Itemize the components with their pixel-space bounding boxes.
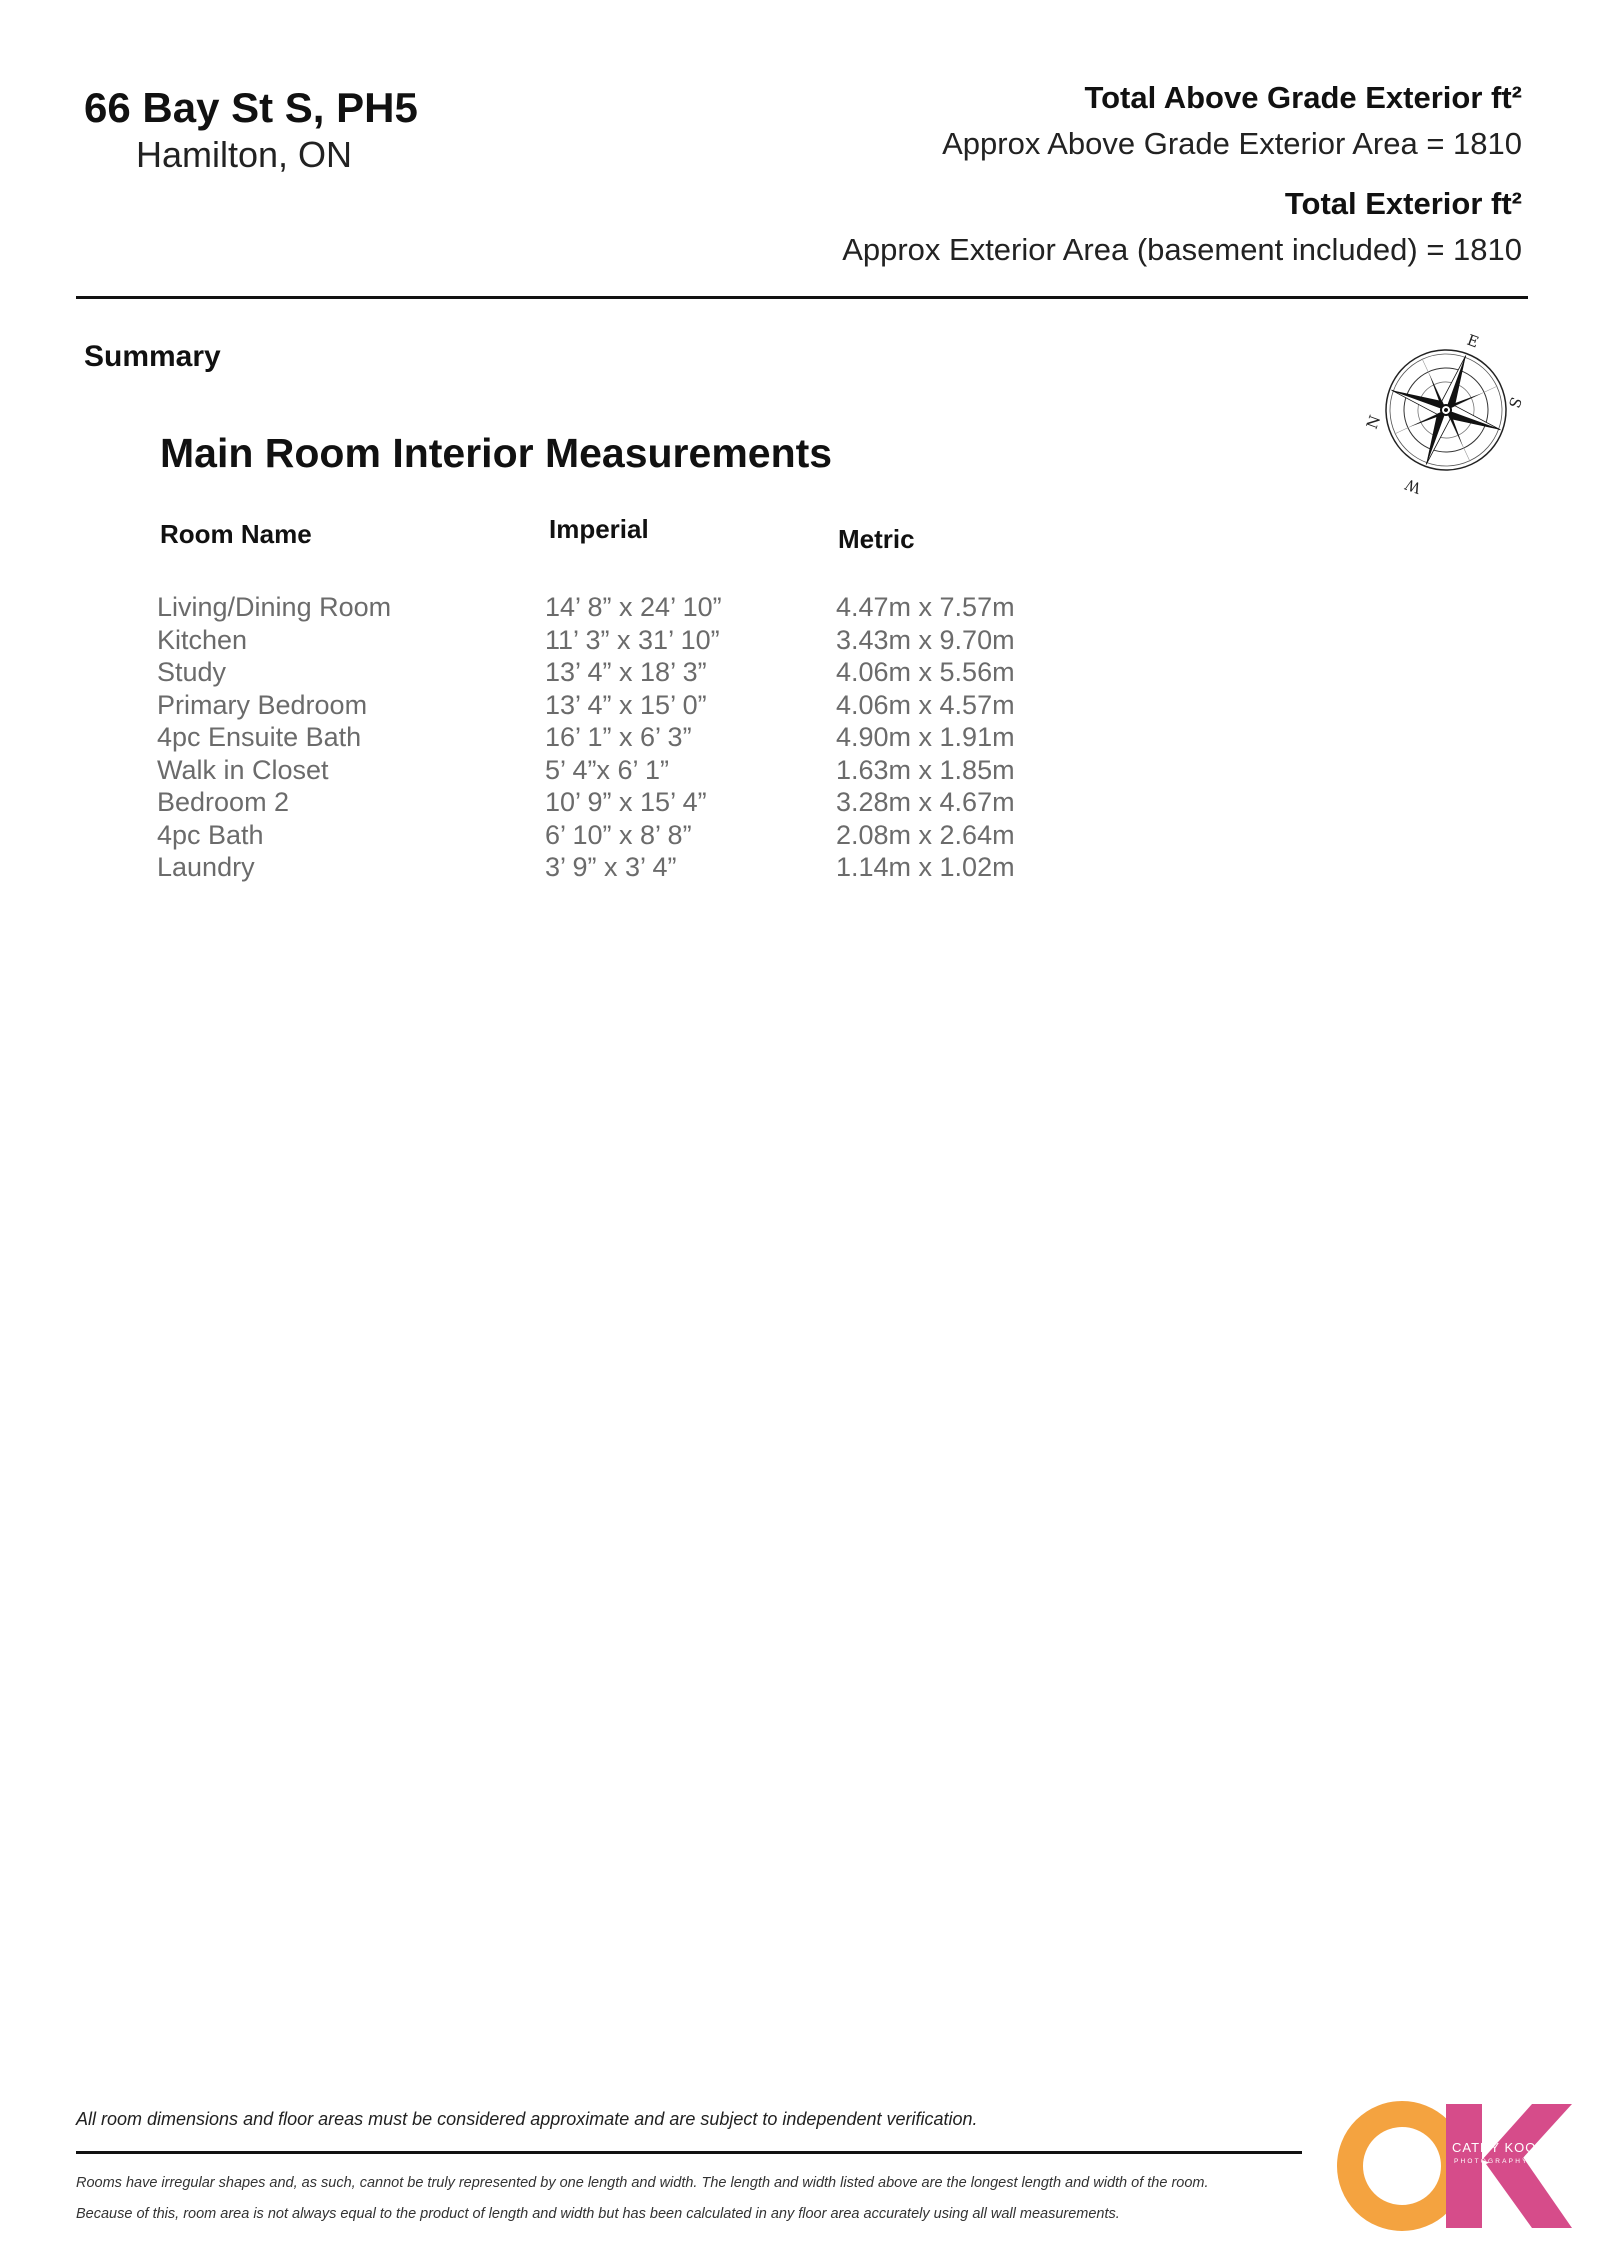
room-imperial: 14’ 8” x 24’ 10” bbox=[545, 592, 722, 622]
approximation-disclaimer: All room dimensions and floor areas must be considered approximate and are subject to independent verification. bbox=[76, 2109, 978, 2129]
room-imperial: 11’ 3” x 31’ 10” bbox=[545, 624, 720, 655]
room-metric: 4.06m x 4.57m bbox=[836, 689, 1015, 720]
room-name: Primary Bedroom bbox=[157, 689, 368, 720]
room-metric: 1.14m x 1.02m bbox=[836, 852, 1015, 882]
compass-n-label: N bbox=[1362, 412, 1385, 432]
measurements-table bbox=[0, 592, 1100, 885]
measurement-note-line2: Because of this, room area is not always equal to the product of length and width but has been calculated in any floor area accurately using all wall measurements. bbox=[76, 2206, 1120, 2222]
property-address: 66 Bay St S, PH5 bbox=[84, 84, 418, 131]
logo-line2: PHOTOGRAPHY bbox=[1454, 2158, 1529, 2165]
table-row bbox=[0, 722, 1100, 755]
table-row bbox=[0, 657, 1100, 690]
room-imperial: 16’ 1” x 6’ 3” bbox=[545, 722, 692, 752]
compass-s-label: S bbox=[1504, 394, 1526, 411]
footer-divider bbox=[76, 2151, 1302, 2154]
room-name: Laundry bbox=[157, 852, 255, 882]
table-row bbox=[0, 852, 1100, 885]
room-name: 4pc Ensuite Bath bbox=[157, 722, 362, 752]
room-metric: 4.06m x 5.56m bbox=[836, 657, 1015, 687]
room-metric: 1.63m x 1.85m bbox=[836, 754, 1015, 785]
summary-heading: Summary bbox=[84, 340, 221, 373]
room-name: 4pc Bath bbox=[157, 819, 264, 850]
total-exterior-heading: Total Exterior ft² bbox=[1284, 186, 1522, 221]
room-name: Bedroom 2 bbox=[157, 787, 290, 817]
room-name: Study bbox=[157, 657, 227, 687]
measurement-note-line1: Rooms have irregular shapes and, as such, cannot be truly represented by one length and width. The length and width listed above are the longest length and width of the room. bbox=[76, 2175, 1209, 2191]
compass-w-label: W bbox=[1402, 474, 1424, 498]
compass-rose-icon bbox=[1362, 318, 1526, 498]
measurements-title: Main Room Interior Measurements bbox=[160, 430, 833, 476]
room-name: Walk in Closet bbox=[157, 754, 329, 785]
room-metric: 4.47m x 7.57m bbox=[836, 592, 1015, 622]
room-metric: 2.08m x 2.64m bbox=[836, 819, 1015, 850]
table-row bbox=[0, 592, 1100, 625]
table-row bbox=[0, 820, 1100, 853]
above-grade-value: Approx Above Grade Exterior Area = 1810 bbox=[942, 126, 1522, 161]
room-imperial: 13’ 4” x 18’ 3” bbox=[545, 657, 707, 687]
room-imperial: 6’ 10” x 8’ 8” bbox=[545, 819, 692, 850]
table-row bbox=[0, 690, 1100, 723]
above-grade-heading: Total Above Grade Exterior ft² bbox=[1084, 80, 1522, 115]
room-metric: 3.43m x 9.70m bbox=[836, 624, 1015, 655]
room-name: Living/Dining Room bbox=[157, 592, 392, 622]
header-divider bbox=[76, 296, 1528, 299]
room-imperial: 13’ 4” x 15’ 0” bbox=[545, 689, 707, 720]
logo-line1: CATHY KOOP bbox=[1452, 2140, 1547, 2155]
table-row bbox=[0, 755, 1100, 788]
table-row bbox=[0, 625, 1100, 658]
table-row bbox=[0, 787, 1100, 820]
cathy-koop-logo bbox=[1336, 2100, 1572, 2230]
total-exterior-value: Approx Exterior Area (basement included) = 1810 bbox=[842, 232, 1522, 267]
column-header-metric: Metric bbox=[838, 524, 915, 554]
room-metric: 4.90m x 1.91m bbox=[836, 722, 1015, 752]
column-header-room-name: Room Name bbox=[160, 519, 312, 549]
room-imperial: 3’ 9” x 3’ 4” bbox=[545, 852, 677, 882]
room-name: Kitchen bbox=[157, 624, 248, 655]
property-city: Hamilton, ON bbox=[136, 134, 353, 175]
room-imperial: 10’ 9” x 15’ 4” bbox=[545, 787, 707, 817]
room-metric: 3.28m x 4.67m bbox=[836, 787, 1015, 817]
room-imperial: 5’ 4”x 6’ 1” bbox=[545, 754, 670, 785]
column-header-imperial: Imperial bbox=[549, 514, 649, 544]
compass-e-label: E bbox=[1464, 330, 1482, 352]
